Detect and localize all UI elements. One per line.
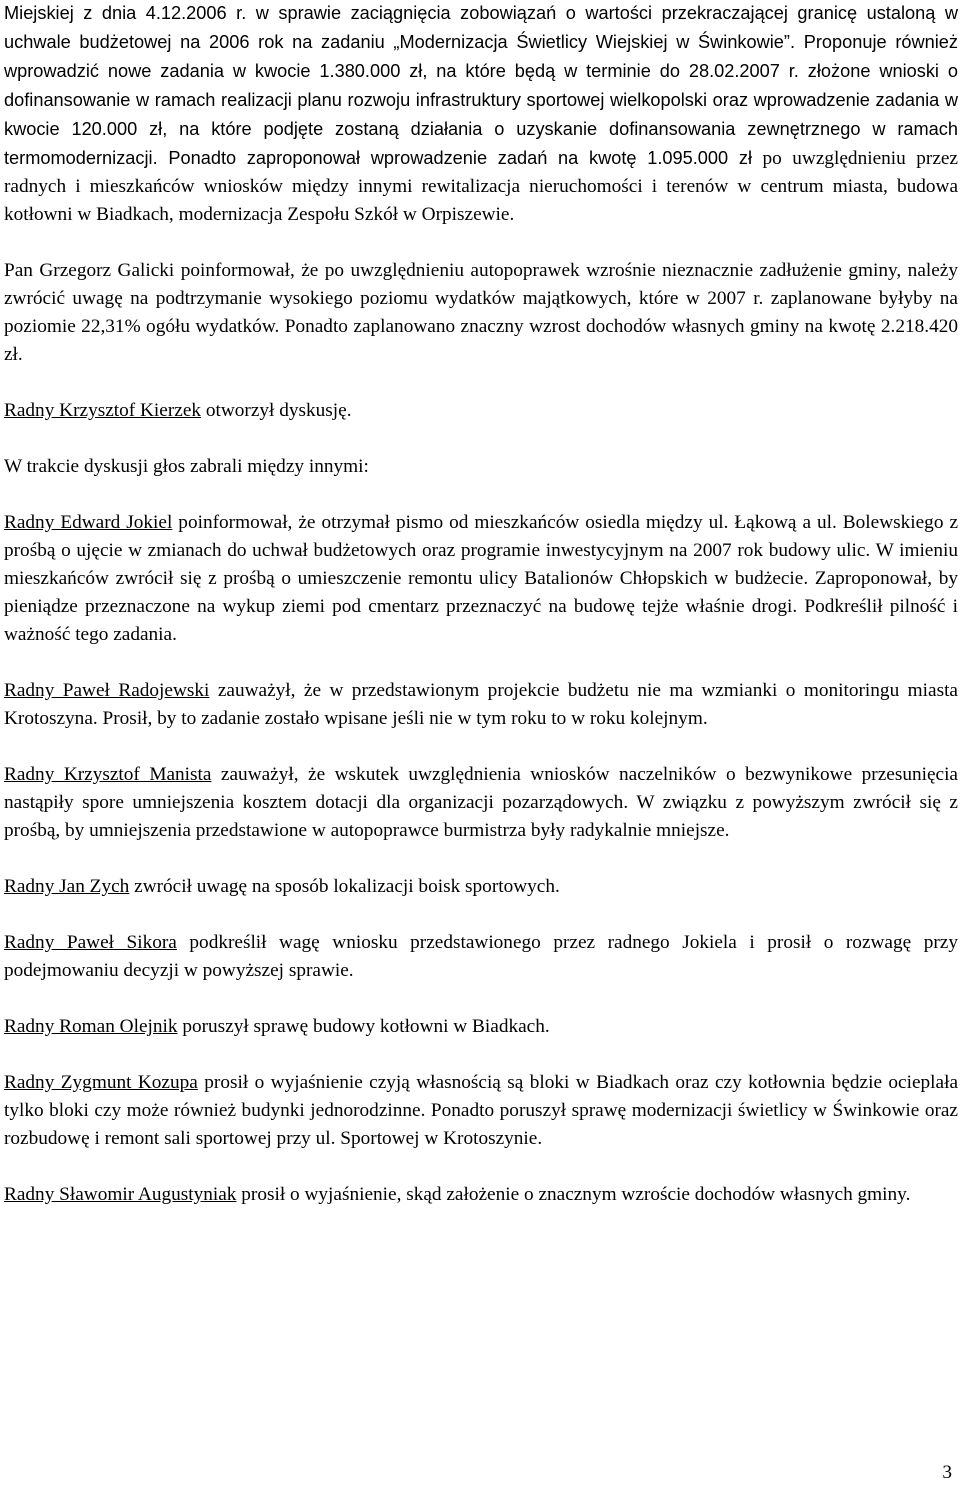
paragraph-text: otworzył dyskusję.	[201, 400, 352, 421]
paragraph-manista	[4, 761, 958, 845]
paragraph-text: prosił o wyjaśnienie, skąd założenie o znacznym wzroście dochodów własnych gminy.	[236, 1184, 911, 1205]
paragraph-text: Pan Grzegorz Galicki poinformował, że po uwzględnieniu autopoprawek wzrośnie nieznacznie zadłużenie gminy, należy zwrócić uwagę na podtrzymanie wysokiego poziomu wydatków majątkowych, które w 2007 r. zaplanowane byłyby na poziomie 22,31% ogółu wydatków. Ponadto zaplanowano znaczny wzrost dochodów własnych gminy na kwotę 2.218.420 zł.	[4, 260, 958, 365]
paragraph-text: W trakcie dyskusji głos zabrali między innymi:	[4, 456, 369, 477]
speaker-name: Radny Roman Olejnik	[4, 1016, 178, 1037]
speaker-name: Radny Zygmunt Kozupa	[4, 1072, 198, 1093]
paragraph-jokiel	[4, 509, 958, 649]
paragraph-zych	[4, 873, 958, 901]
paragraph-text-sans: Miejskiej z dnia 4.12.2006 r. w sprawie zaciągnięcia zobowiązań o wartości przekraczającej granicę ustaloną w uchwale budżetowej na 2006 rok na zadaniu „Modernizacja Świetlicy Wiejskiej w Świnkowie”. Proponuje również wprowadzić nowe zadania w kwocie 1.380.000 zł, na które będą w terminie do 28.02.2007 r. złożone wnioski o dofinansowanie w ramach realizacji planu rozwoju infrastruktury sportowej wielkopolski oraz wprowadzenie zadania w kwocie 120.000 zł, na które podjęte zostaną działania o uzyskanie dofinansowania zewnętrznego w ramach termomodernizacji. Ponadto zaproponował wprowadzenie zadań na kwotę 1.095.000 zł	[4, 3, 958, 168]
speaker-name: Radny Sławomir Augustyniak	[4, 1184, 237, 1205]
paragraph-kierzek	[4, 397, 958, 425]
speaker-name: Radny Krzysztof Manista	[4, 764, 212, 785]
paragraph-galicki	[4, 257, 958, 369]
speaker-name: Radny Paweł Sikora	[4, 932, 177, 953]
paragraph-olejnik	[4, 1013, 958, 1041]
paragraph-kozupa	[4, 1069, 958, 1153]
paragraph-text: zauważył, że wskutek uwzględnienia wniosków naczelników o bezwynikowe przesunięcia nastąpiły spore umniejszenia kosztem dotacji dla organizacji pozarządowych. W związku z powyższym zwrócił się z prośbą, by umniejszenia przedstawione w autopoprawce burmistrza były radykalnie mniejsze.	[4, 764, 958, 841]
paragraph-text: poruszył sprawę budowy kotłowni w Biadkach.	[177, 1016, 550, 1037]
paragraph-text: po uwzględnieniu przez radnych i mieszkańców wniosków między innymi rewitalizacja nieruchomości i terenów w centrum miasta, budowa kotłowni w Biadkach, modernizacja Zespołu Szkół w Orpiszewie.	[4, 148, 958, 225]
document-page	[4, 0, 958, 1237]
page-number: 3	[942, 1462, 952, 1483]
paragraph-augustyniak	[4, 1181, 958, 1209]
speaker-name: Radny Krzysztof Kierzek	[4, 400, 202, 421]
paragraph-discussion-intro	[4, 453, 958, 481]
paragraph-budget-proposal	[4, 0, 958, 229]
speaker-name: Radny Jan Zych	[4, 876, 130, 897]
paragraph-text: podkreślił wagę wniosku przedstawionego przez radnego Jokiela i prosił o rozwagę przy podejmowaniu decyzji w powyższej sprawie.	[4, 932, 958, 981]
paragraph-sikora	[4, 929, 958, 985]
speaker-name: Radny Edward Jokiel	[4, 512, 173, 533]
paragraph-text: poinformował, że otrzymał pismo od mieszkańców osiedla między ul. Łąkową a ul. Bolewskiego z prośbą o ujęcie w zmianach do uchwał budżetowych oraz programie inwestycyjnym na 2007 rok budowy ulic. W imieniu mieszkańców zwrócił się z prośbą o umieszczenie remontu ulicy Batalionów Chłopskich w budżecie. Zaproponował, by pieniądze przeznaczone na wykup ziemi pod cmentarz przeznaczyć na budowę tejże właśnie drogi. Podkreślił pilność i ważność tego zadania.	[4, 512, 958, 645]
speaker-name: Radny Paweł Radojewski	[4, 680, 210, 701]
paragraph-radojewski	[4, 677, 958, 733]
paragraph-text: prosił o wyjaśnienie czyją własnością są bloki w Biadkach oraz czy kotłownia będzie ocieplała tylko bloki czy może również budynki jednorodzinne. Ponadto poruszył sprawę modernizacji świetlicy w Świnkowie oraz rozbudowę i remont sali sportowej przy ul. Sportowej w Krotoszynie.	[4, 1072, 959, 1149]
paragraph-text: zwrócił uwagę na sposób lokalizacji boisk sportowych.	[129, 876, 560, 897]
paragraph-text: zauważył, że w przedstawionym projekcie budżetu nie ma wzmianki o monitoringu miasta Krotoszyna. Prosił, by to zadanie zostało wpisane jeśli nie w tym roku to w roku kolejnym.	[4, 680, 958, 729]
